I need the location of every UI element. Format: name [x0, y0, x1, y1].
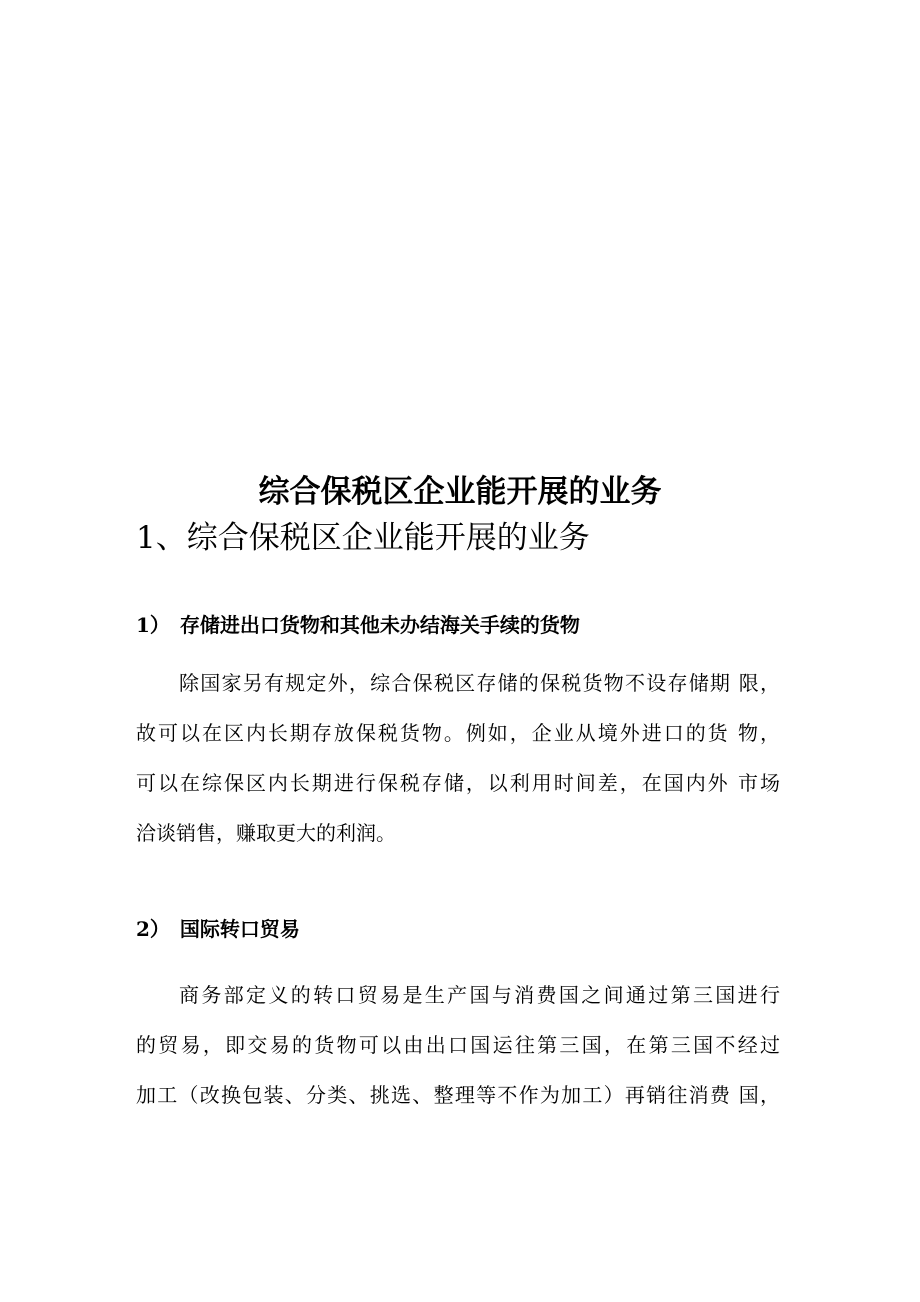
paragraph-line: 加工（改换包装、分类、挑选、整理等不作为加工）再销往消费 国， — [136, 1083, 780, 1107]
paragraph-line: 可以在综保区内长期进行保税存储，以利用时间差，在国内外 市场 — [136, 771, 780, 795]
paragraph-line: 的贸易，即交易的货物可以由出口国运往第三国，在第三国不经过 — [136, 1033, 780, 1057]
section-1-paragraph — [136, 658, 780, 858]
section-2-paragraph — [136, 970, 780, 1120]
section-number-1: 1） — [136, 613, 170, 637]
document-subtitle: 1、综合保税区企业能开展的业务 — [136, 520, 590, 556]
section-number-2: 2） — [136, 917, 170, 941]
paragraph-line: 商务部定义的转口贸易是生产国与消费国之间通过第三国进行 — [179, 983, 780, 1007]
paragraph-line: 故可以在区内长期存放保税货物。例如，企业从境外进口的货 物， — [136, 721, 780, 745]
section-title-2: 国际转口贸易 — [179, 917, 300, 941]
paragraph-line: 洽谈销售，赚取更大的利润。 — [136, 821, 396, 845]
section-title-1: 存储进出口货物和其他未办结海关手续的货物 — [179, 613, 580, 637]
section-heading-2 — [136, 914, 300, 944]
section-heading-1 — [136, 610, 580, 640]
paragraph-line: 除国家另有规定外，综合保税区存储的保税货物不设存储期 限， — [179, 671, 780, 695]
document-title: 综合保税区企业能开展的业务 — [258, 474, 662, 510]
